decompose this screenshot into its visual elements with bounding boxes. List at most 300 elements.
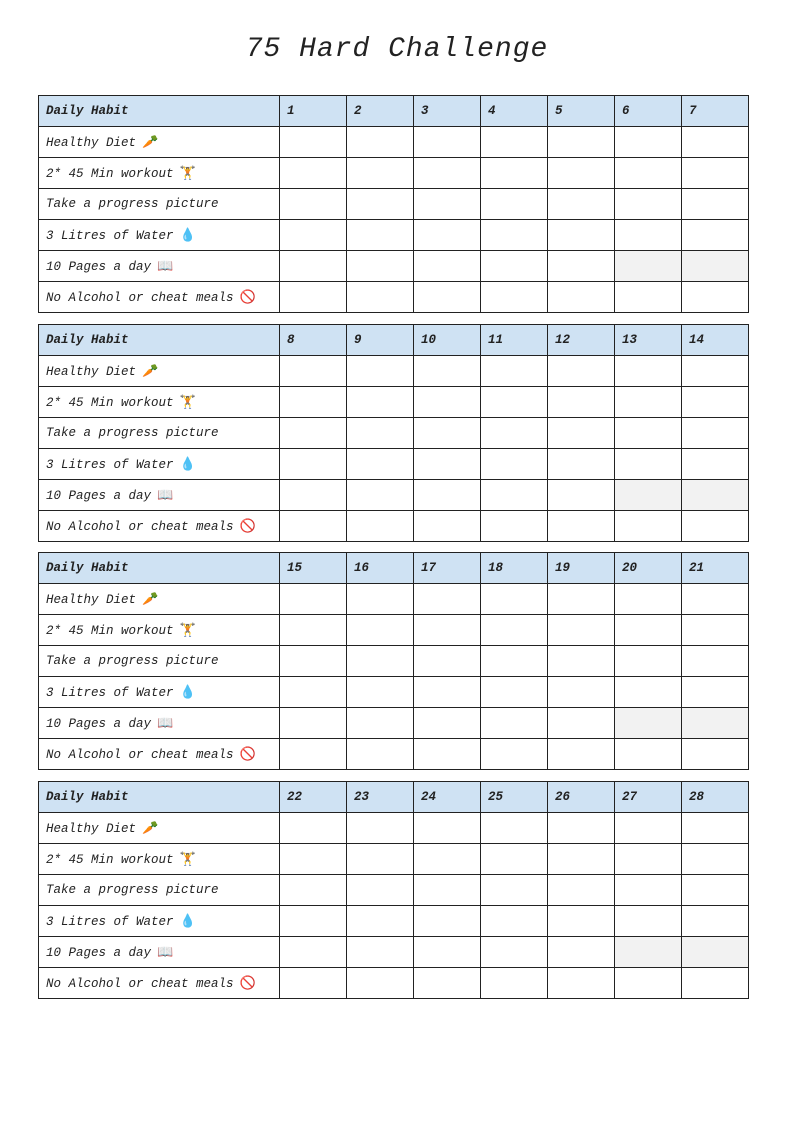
habit-cell (39, 677, 280, 708)
habit-tracker-table (38, 95, 749, 313)
day-number-header: 4 (481, 96, 548, 127)
checkbox-cell[interactable] (481, 480, 548, 511)
checkbox-cell[interactable] (548, 220, 615, 251)
day-number-header: 10 (414, 325, 481, 356)
checkbox-cell[interactable] (414, 968, 481, 999)
day-number-header: 6 (615, 96, 682, 127)
checkbox-cell[interactable] (481, 251, 548, 282)
book-icon: 📖 (157, 715, 174, 731)
day-number-header: 12 (548, 325, 615, 356)
habit-row (39, 677, 749, 708)
day-number-header: 3 (414, 96, 481, 127)
water-drop-icon: 💧 (179, 227, 196, 243)
prohibited-icon: 🚫 (239, 975, 256, 991)
checkbox-cell[interactable] (548, 906, 615, 937)
habit-cell (39, 615, 280, 646)
checkbox-cell[interactable] (347, 968, 414, 999)
checkbox-cell[interactable] (280, 844, 347, 875)
checkbox-cell[interactable] (682, 418, 749, 449)
checkbox-cell[interactable] (615, 449, 682, 480)
checkbox-cell[interactable] (548, 844, 615, 875)
checkbox-cell[interactable] (682, 615, 749, 646)
day-number-header: 15 (280, 553, 347, 584)
checkbox-cell[interactable] (481, 511, 548, 542)
habit-label: Healthy Diet (46, 821, 137, 836)
checkbox-cell[interactable] (548, 937, 615, 968)
habit-row (39, 251, 749, 282)
checkbox-cell[interactable] (347, 584, 414, 615)
habit-cell (39, 739, 280, 770)
prohibited-icon: 🚫 (239, 518, 256, 534)
checkbox-cell[interactable] (347, 449, 414, 480)
checkbox-cell[interactable] (414, 127, 481, 158)
checkbox-cell[interactable] (548, 251, 615, 282)
checkbox-cell[interactable] (347, 356, 414, 387)
day-number-header: 25 (481, 782, 548, 813)
checkbox-cell[interactable] (682, 646, 749, 677)
habit-label: 2* 45 Min workout (46, 623, 174, 638)
day-number-header: 28 (682, 782, 749, 813)
checkbox-cell[interactable] (347, 646, 414, 677)
checkbox-cell[interactable] (481, 584, 548, 615)
day-number-header: 13 (615, 325, 682, 356)
checkbox-cell[interactable] (682, 127, 749, 158)
checkbox-cell[interactable] (414, 708, 481, 739)
header-row (39, 553, 749, 584)
habit-cell (39, 708, 280, 739)
checkbox-cell[interactable] (347, 189, 414, 220)
checkbox-cell[interactable] (548, 739, 615, 770)
checkbox-cell[interactable] (615, 189, 682, 220)
habit-row (39, 449, 749, 480)
checkbox-cell[interactable] (347, 480, 414, 511)
checkbox-cell[interactable] (414, 615, 481, 646)
checkbox-cell[interactable] (682, 189, 749, 220)
checkbox-cell[interactable] (481, 449, 548, 480)
checkbox-cell[interactable] (615, 813, 682, 844)
checkbox-cell[interactable] (414, 937, 481, 968)
checkbox-cell[interactable] (548, 189, 615, 220)
checkbox-cell[interactable] (481, 677, 548, 708)
habit-label: Take a progress picture (46, 883, 219, 897)
checkbox-cell[interactable] (280, 739, 347, 770)
daily-habit-header: Daily Habit (39, 782, 280, 813)
checkbox-cell[interactable] (347, 906, 414, 937)
day-number-header: 21 (682, 553, 749, 584)
checkbox-cell[interactable] (280, 387, 347, 418)
checkbox-cell[interactable] (280, 875, 347, 906)
checkbox-cell[interactable] (682, 906, 749, 937)
day-number-header: 20 (615, 553, 682, 584)
habit-label: 10 Pages a day (46, 488, 152, 503)
checkbox-cell[interactable] (548, 449, 615, 480)
checkbox-cell[interactable] (548, 615, 615, 646)
checkbox-cell[interactable] (682, 251, 749, 282)
habit-cell (39, 937, 280, 968)
day-number-header: 17 (414, 553, 481, 584)
checkbox-cell[interactable] (548, 282, 615, 313)
habit-label: No Alcohol or cheat meals (46, 290, 234, 305)
checkbox-cell[interactable] (347, 813, 414, 844)
checkbox-cell[interactable] (682, 158, 749, 189)
weightlifter-icon: 🏋 (179, 394, 196, 410)
day-number-header: 26 (548, 782, 615, 813)
checkbox-cell[interactable] (548, 418, 615, 449)
checkbox-cell[interactable] (280, 511, 347, 542)
checkbox-cell[interactable] (615, 906, 682, 937)
checkbox-cell[interactable] (615, 646, 682, 677)
checkbox-cell[interactable] (615, 282, 682, 313)
habit-row (39, 282, 749, 313)
checkbox-cell[interactable] (548, 356, 615, 387)
checkbox-cell[interactable] (682, 844, 749, 875)
checkbox-cell[interactable] (548, 708, 615, 739)
checkbox-cell[interactable] (615, 356, 682, 387)
habit-row (39, 418, 749, 449)
day-number-header: 8 (280, 325, 347, 356)
habit-cell (39, 480, 280, 511)
checkbox-cell[interactable] (615, 251, 682, 282)
checkbox-cell[interactable] (280, 189, 347, 220)
day-number-header: 19 (548, 553, 615, 584)
checkbox-cell[interactable] (615, 739, 682, 770)
day-number-header: 1 (280, 96, 347, 127)
checkbox-cell[interactable] (481, 813, 548, 844)
habit-tracker-table (38, 324, 749, 542)
habit-row (39, 739, 749, 770)
checkbox-cell[interactable] (682, 677, 749, 708)
checkbox-cell[interactable] (280, 906, 347, 937)
checkbox-cell[interactable] (414, 418, 481, 449)
checkbox-cell[interactable] (615, 511, 682, 542)
habit-label: 3 Litres of Water (46, 914, 174, 929)
checkbox-cell[interactable] (682, 584, 749, 615)
habit-row (39, 189, 749, 220)
habit-label: 2* 45 Min workout (46, 395, 174, 410)
habit-row (39, 906, 749, 937)
habit-label: 10 Pages a day (46, 945, 152, 960)
checkbox-cell[interactable] (682, 282, 749, 313)
checkbox-cell[interactable] (280, 418, 347, 449)
water-drop-icon: 💧 (179, 684, 196, 700)
book-icon: 📖 (157, 944, 174, 960)
habit-row (39, 511, 749, 542)
habit-cell (39, 251, 280, 282)
checkbox-cell[interactable] (347, 387, 414, 418)
daily-habit-header: Daily Habit (39, 553, 280, 584)
checkbox-cell[interactable] (347, 615, 414, 646)
checkbox-cell[interactable] (615, 677, 682, 708)
habit-cell (39, 813, 280, 844)
checkbox-cell[interactable] (481, 127, 548, 158)
checkbox-cell[interactable] (414, 449, 481, 480)
checkbox-cell[interactable] (548, 387, 615, 418)
habit-row (39, 127, 749, 158)
page-title: 75 Hard Challenge (245, 34, 549, 65)
checkbox-cell[interactable] (280, 158, 347, 189)
checkbox-cell[interactable] (682, 511, 749, 542)
habit-label: Healthy Diet (46, 135, 137, 150)
habit-cell (39, 968, 280, 999)
checkbox-cell[interactable] (481, 968, 548, 999)
day-number-header: 11 (481, 325, 548, 356)
water-drop-icon: 💧 (179, 913, 196, 929)
habit-row (39, 158, 749, 189)
checkbox-cell[interactable] (280, 937, 347, 968)
checkbox-cell[interactable] (280, 449, 347, 480)
header-row (39, 325, 749, 356)
checkbox-cell[interactable] (481, 158, 548, 189)
habit-row (39, 844, 749, 875)
habit-cell (39, 387, 280, 418)
checkbox-cell[interactable] (481, 844, 548, 875)
checkbox-cell[interactable] (280, 356, 347, 387)
week-table-4 (38, 781, 749, 999)
habit-cell (39, 646, 280, 677)
checkbox-cell[interactable] (347, 220, 414, 251)
day-number-header: 9 (347, 325, 414, 356)
weightlifter-icon: 🏋 (179, 851, 196, 867)
checkbox-cell[interactable] (414, 480, 481, 511)
checkbox-cell[interactable] (548, 646, 615, 677)
checkbox-cell[interactable] (347, 251, 414, 282)
habit-tracker-table (38, 552, 749, 770)
checkbox-cell[interactable] (682, 739, 749, 770)
checkbox-cell[interactable] (682, 449, 749, 480)
checkbox-cell[interactable] (414, 387, 481, 418)
habit-label: Healthy Diet (46, 592, 137, 607)
checkbox-cell[interactable] (615, 584, 682, 615)
habit-cell (39, 127, 280, 158)
carrot-icon: 🥕 (142, 591, 159, 607)
habit-cell (39, 875, 280, 906)
habit-tracker-table (38, 781, 749, 999)
day-number-header: 24 (414, 782, 481, 813)
checkbox-cell[interactable] (615, 418, 682, 449)
habit-row (39, 480, 749, 511)
checkbox-cell[interactable] (280, 251, 347, 282)
checkbox-cell[interactable] (682, 968, 749, 999)
habit-label: 3 Litres of Water (46, 685, 174, 700)
checkbox-cell[interactable] (347, 677, 414, 708)
checkbox-cell[interactable] (481, 282, 548, 313)
checkbox-cell[interactable] (347, 511, 414, 542)
habit-row (39, 356, 749, 387)
checkbox-cell[interactable] (682, 480, 749, 511)
checkbox-cell[interactable] (414, 158, 481, 189)
day-number-header: 7 (682, 96, 749, 127)
checkbox-cell[interactable] (682, 708, 749, 739)
checkbox-cell[interactable] (548, 875, 615, 906)
habit-cell (39, 844, 280, 875)
checkbox-cell[interactable] (615, 875, 682, 906)
checkbox-cell[interactable] (481, 937, 548, 968)
checkbox-cell[interactable] (347, 844, 414, 875)
checkbox-cell[interactable] (347, 708, 414, 739)
header-row (39, 782, 749, 813)
day-number-header: 27 (615, 782, 682, 813)
habit-row (39, 968, 749, 999)
checkbox-cell[interactable] (481, 906, 548, 937)
checkbox-cell[interactable] (615, 615, 682, 646)
checkbox-cell[interactable] (414, 282, 481, 313)
checkbox-cell[interactable] (280, 220, 347, 251)
checkbox-cell[interactable] (548, 480, 615, 511)
checkbox-cell[interactable] (682, 387, 749, 418)
checkbox-cell[interactable] (280, 677, 347, 708)
checkbox-cell[interactable] (414, 906, 481, 937)
checkbox-cell[interactable] (347, 158, 414, 189)
habit-label: 2* 45 Min workout (46, 166, 174, 181)
day-number-header: 23 (347, 782, 414, 813)
checkbox-cell[interactable] (414, 646, 481, 677)
habit-row (39, 646, 749, 677)
checkbox-cell[interactable] (414, 356, 481, 387)
checkbox-cell[interactable] (280, 480, 347, 511)
checkbox-cell[interactable] (682, 356, 749, 387)
water-drop-icon: 💧 (179, 456, 196, 472)
habit-row (39, 220, 749, 251)
week-table-1 (38, 95, 749, 313)
checkbox-cell[interactable] (615, 480, 682, 511)
checkbox-cell[interactable] (548, 127, 615, 158)
book-icon: 📖 (157, 258, 174, 274)
prohibited-icon: 🚫 (239, 289, 256, 305)
checkbox-cell[interactable] (347, 739, 414, 770)
day-number-header: 22 (280, 782, 347, 813)
habit-label: Take a progress picture (46, 426, 219, 440)
header-row (39, 96, 749, 127)
habit-label: Take a progress picture (46, 654, 219, 668)
daily-habit-header: Daily Habit (39, 96, 280, 127)
habit-cell (39, 356, 280, 387)
habit-row (39, 708, 749, 739)
checkbox-cell[interactable] (682, 875, 749, 906)
checkbox-cell[interactable] (481, 189, 548, 220)
checkbox-cell[interactable] (615, 387, 682, 418)
checkbox-cell[interactable] (682, 220, 749, 251)
habit-row (39, 584, 749, 615)
day-number-header: 18 (481, 553, 548, 584)
checkbox-cell[interactable] (548, 968, 615, 999)
checkbox-cell[interactable] (280, 708, 347, 739)
checkbox-cell[interactable] (280, 584, 347, 615)
checkbox-cell[interactable] (615, 708, 682, 739)
checkbox-cell[interactable] (280, 127, 347, 158)
week-table-3 (38, 552, 749, 770)
checkbox-cell[interactable] (280, 282, 347, 313)
habit-row (39, 813, 749, 844)
checkbox-cell[interactable] (548, 158, 615, 189)
prohibited-icon: 🚫 (239, 746, 256, 762)
checkbox-cell[interactable] (548, 677, 615, 708)
checkbox-cell[interactable] (548, 584, 615, 615)
carrot-icon: 🥕 (142, 363, 159, 379)
habit-row (39, 387, 749, 418)
checkbox-cell[interactable] (280, 813, 347, 844)
checkbox-cell[interactable] (615, 844, 682, 875)
checkbox-cell[interactable] (615, 158, 682, 189)
checkbox-cell[interactable] (414, 739, 481, 770)
checkbox-cell[interactable] (414, 189, 481, 220)
checkbox-cell[interactable] (481, 387, 548, 418)
checkbox-cell[interactable] (280, 646, 347, 677)
habit-label: No Alcohol or cheat meals (46, 747, 234, 762)
checkbox-cell[interactable] (414, 251, 481, 282)
checkbox-cell[interactable] (682, 937, 749, 968)
daily-habit-header: Daily Habit (39, 325, 280, 356)
checkbox-cell[interactable] (347, 282, 414, 313)
checkbox-cell[interactable] (414, 584, 481, 615)
habit-label: Healthy Diet (46, 364, 137, 379)
habit-row (39, 615, 749, 646)
habit-label: 10 Pages a day (46, 716, 152, 731)
checkbox-cell[interactable] (280, 968, 347, 999)
checkbox-cell[interactable] (481, 646, 548, 677)
checkbox-cell[interactable] (615, 937, 682, 968)
checkbox-cell[interactable] (481, 220, 548, 251)
checkbox-cell[interactable] (347, 937, 414, 968)
habit-row (39, 937, 749, 968)
checkbox-cell[interactable] (615, 127, 682, 158)
checkbox-cell[interactable] (414, 844, 481, 875)
checkbox-cell[interactable] (280, 615, 347, 646)
checkbox-cell[interactable] (481, 418, 548, 449)
checkbox-cell[interactable] (548, 813, 615, 844)
day-number-header: 16 (347, 553, 414, 584)
checkbox-cell[interactable] (414, 220, 481, 251)
habit-label: 3 Litres of Water (46, 457, 174, 472)
checkbox-cell[interactable] (615, 220, 682, 251)
habit-label: 10 Pages a day (46, 259, 152, 274)
checkbox-cell[interactable] (481, 739, 548, 770)
book-icon: 📖 (157, 487, 174, 503)
checkbox-cell[interactable] (481, 356, 548, 387)
checkbox-cell[interactable] (682, 813, 749, 844)
checkbox-cell[interactable] (481, 875, 548, 906)
habit-cell (39, 449, 280, 480)
checkbox-cell[interactable] (481, 708, 548, 739)
checkbox-cell[interactable] (481, 615, 548, 646)
checkbox-cell[interactable] (414, 875, 481, 906)
carrot-icon: 🥕 (142, 134, 159, 150)
habit-cell (39, 158, 280, 189)
habit-label: No Alcohol or cheat meals (46, 976, 234, 991)
checkbox-cell[interactable] (548, 511, 615, 542)
checkbox-cell[interactable] (414, 511, 481, 542)
checkbox-cell[interactable] (615, 968, 682, 999)
checkbox-cell[interactable] (347, 875, 414, 906)
checkbox-cell[interactable] (347, 418, 414, 449)
checkbox-cell[interactable] (347, 127, 414, 158)
weightlifter-icon: 🏋 (179, 165, 196, 181)
checkbox-cell[interactable] (414, 813, 481, 844)
habit-cell (39, 282, 280, 313)
habit-label: 3 Litres of Water (46, 228, 174, 243)
habit-cell (39, 584, 280, 615)
habit-cell (39, 189, 280, 220)
habit-cell (39, 511, 280, 542)
habit-label: 2* 45 Min workout (46, 852, 174, 867)
habit-cell (39, 220, 280, 251)
habit-label: Take a progress picture (46, 197, 219, 211)
weightlifter-icon: 🏋 (179, 622, 196, 638)
checkbox-cell[interactable] (414, 677, 481, 708)
carrot-icon: 🥕 (142, 820, 159, 836)
day-number-header: 14 (682, 325, 749, 356)
day-number-header: 2 (347, 96, 414, 127)
week-table-2 (38, 324, 749, 542)
